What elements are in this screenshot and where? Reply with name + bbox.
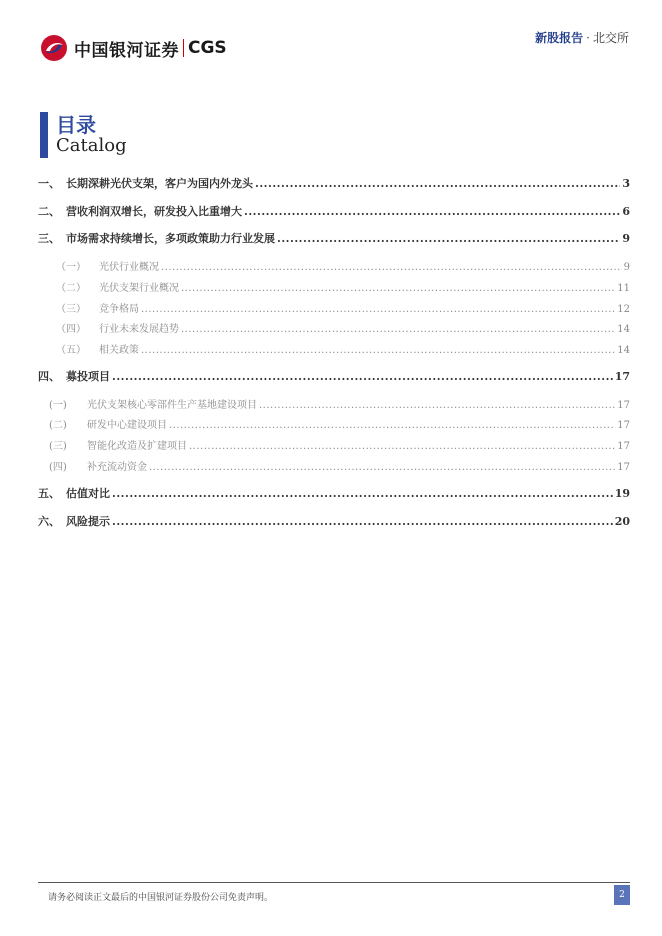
toc-entry-page: 9 [623, 262, 630, 273]
toc-entry[interactable] [38, 513, 630, 529]
toc-leader [169, 420, 615, 431]
brand-name-en: CGS [188, 38, 227, 58]
brand-logo [40, 34, 227, 62]
toc-entry-number: （二） [56, 283, 86, 294]
toc-entry[interactable] [38, 368, 630, 384]
toc-subentry[interactable] [56, 279, 630, 294]
toc-entry-number: (一) [49, 400, 67, 411]
toc-leader [277, 232, 620, 245]
toc-entry-title: 长期深耕光伏支架，客户为国内外龙头 [66, 177, 253, 190]
exchange-board: 北交所 [592, 31, 629, 45]
toc-subentry[interactable] [56, 258, 630, 273]
toc-subentry[interactable] [49, 416, 630, 431]
toc-entry-page: 3 [622, 177, 630, 190]
toc-entry-number: 五、 [38, 487, 60, 500]
report-category [535, 29, 629, 46]
toc-entry-title: 光伏支架行业概况 [99, 283, 179, 294]
toc-entry-title: 研发中心建设项目 [87, 420, 167, 431]
toc-entry-page: 9 [622, 232, 630, 245]
toc-entry[interactable] [38, 230, 630, 246]
toc-entry-number: (三) [49, 441, 67, 452]
toc-entry-number: 一、 [38, 177, 60, 190]
toc-entry-title: 智能化改造及扩建项目 [87, 441, 187, 452]
toc-entry-title: 光伏支架核心零部件生产基地建设项目 [87, 400, 257, 411]
separator-dot: · [586, 31, 590, 45]
toc-leader [244, 205, 620, 218]
toc-entry-title: 光伏行业概况 [99, 262, 159, 273]
brand-divider [183, 39, 184, 57]
toc-subentry[interactable] [56, 300, 630, 315]
footer-divider [38, 882, 630, 883]
toc-entry[interactable] [38, 175, 630, 191]
toc-entry-title: 行业未来发展趋势 [99, 324, 179, 335]
toc-leader [141, 304, 615, 315]
toc-entry-title: 竞争格局 [99, 304, 139, 315]
cgs-logo-icon [40, 34, 68, 62]
toc-subentry[interactable] [56, 341, 630, 356]
toc-leader [112, 487, 613, 500]
report-type: 新股报告 [535, 31, 584, 45]
toc-leader [181, 283, 615, 294]
toc-entry-number: (二) [49, 420, 67, 431]
toc-entry-page: 17 [617, 441, 630, 452]
brand-name-cn: 中国银河证券 [74, 40, 179, 61]
toc-entry-title: 风险提示 [66, 515, 110, 528]
toc-entry-page: 11 [617, 283, 630, 294]
toc-entry-page: 17 [617, 400, 630, 411]
toc-entry-page: 17 [617, 420, 630, 431]
toc-entry-page: 17 [614, 370, 630, 383]
page-number-badge: 2 [614, 885, 630, 905]
toc-subentry[interactable] [56, 320, 630, 335]
toc-leader [181, 324, 615, 335]
title-accent-bar [40, 112, 48, 158]
toc-entry-number: （一） [56, 262, 86, 273]
toc-subentry[interactable] [49, 396, 630, 411]
toc-leader [189, 441, 615, 452]
toc-entry-page: 6 [622, 205, 630, 218]
toc-entry[interactable] [38, 485, 630, 501]
toc-leader [259, 400, 615, 411]
toc-entry-number: （五） [56, 345, 86, 356]
toc-entry-number: （三） [56, 304, 86, 315]
toc-leader [141, 345, 615, 356]
toc-leader [112, 370, 613, 383]
toc-entry-page: 14 [617, 324, 630, 335]
toc-entry-title: 市场需求持续增长，多项政策助力行业发展 [66, 232, 275, 245]
toc-entry-title: 估值对比 [66, 487, 110, 500]
toc-leader [149, 462, 615, 473]
footer-disclaimer: 请务必阅读正文最后的中国银河证券股份公司免责声明。 [48, 893, 274, 903]
toc-leader [255, 177, 620, 190]
toc-entry-page: 14 [617, 345, 630, 356]
toc-entry-number: 六、 [38, 515, 60, 528]
toc-subentry[interactable] [49, 437, 630, 452]
toc-entry-title: 相关政策 [99, 345, 139, 356]
toc-title-cn: 目录 [56, 113, 96, 137]
toc-entry-title: 补充流动资金 [87, 462, 147, 473]
toc-subentry[interactable] [49, 458, 630, 473]
toc-entry[interactable] [38, 203, 630, 219]
toc-entry-page: 19 [614, 487, 630, 500]
toc-entry-title: 募投项目 [66, 370, 110, 383]
toc-entry-title: 营收利润双增长，研发投入比重增大 [66, 205, 242, 218]
toc-leader [112, 515, 613, 528]
toc-entry-number: 二、 [38, 205, 60, 218]
toc-entry-number: (四) [49, 462, 67, 473]
toc-title-en: Catalog [56, 135, 127, 156]
toc-entry-page: 12 [617, 304, 630, 315]
toc-leader [161, 262, 622, 273]
toc-entry-number: 三、 [38, 232, 60, 245]
toc-entry-page: 17 [617, 462, 630, 473]
page-header [0, 0, 662, 70]
toc-entry-number: 四、 [38, 370, 60, 383]
toc-entry-page: 20 [614, 515, 630, 528]
toc-entry-number: （四） [56, 324, 86, 335]
